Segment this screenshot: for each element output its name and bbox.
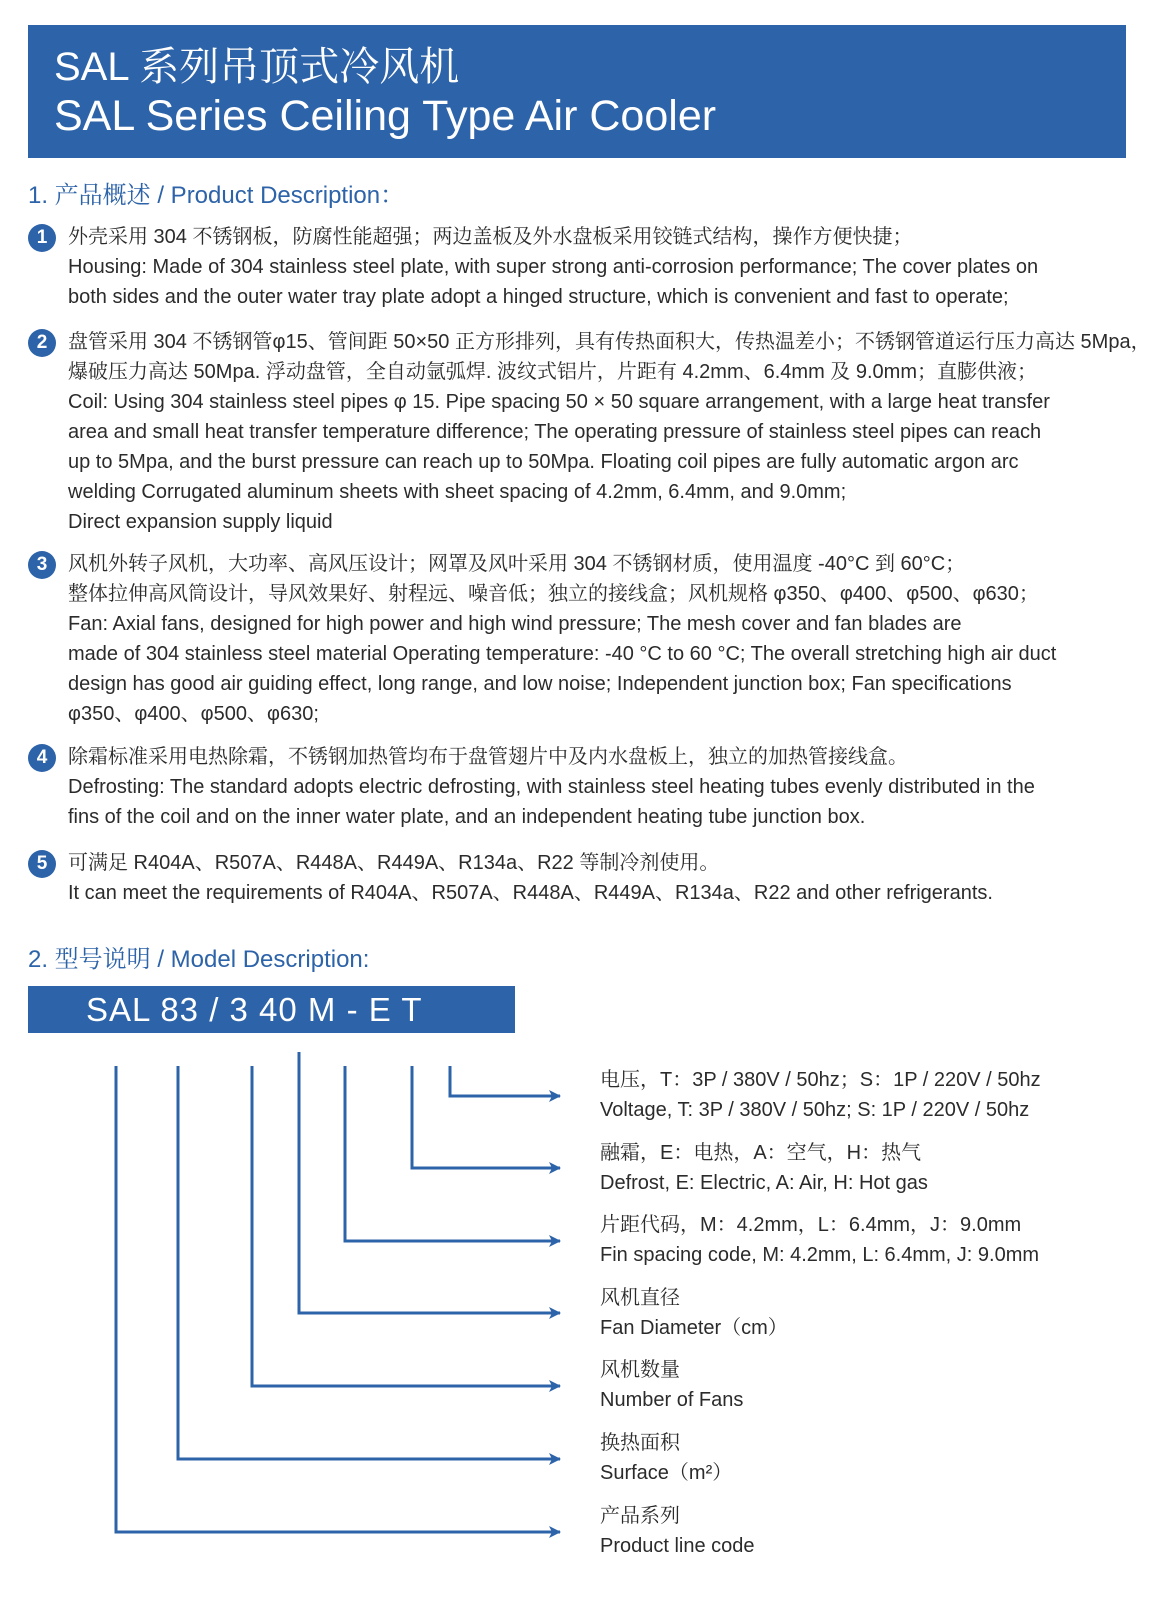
title-cn: SAL 系列吊顶式冷风机 <box>54 45 460 89</box>
item-line: Coil: Using 304 stainless steel pipes φ 15. Pipe spacing 50 × 50 square arrangement, with a large heat transfer <box>68 391 1050 413</box>
item-line: 风机外转子风机，大功率、高风压设计；网罩及风叶采用 304 不锈钢材质，使用温度 -40°C 到 60°C； <box>68 553 966 575</box>
item-line: 除霜标准采用电热除霜，不锈钢加热管均布于盘管翅片中及内水盘板上，独立的加热管接线盒。 <box>68 746 908 768</box>
item-line: Direct expansion supply liquid <box>68 511 333 533</box>
item-line: 爆破压力高达 50Mpa. 浮动盘管，全自动氩弧焊. 波纹式铝片，片距有 4.2mm、6.4mm 及 9.0mm；直膨供液； <box>68 361 1037 383</box>
description-item-1 <box>28 222 1164 312</box>
item-line: Defrosting: The standard adopts electric defrosting, with stainless steel heating tubes evenly distributed in the <box>68 776 1035 798</box>
connector-surface <box>178 1066 560 1459</box>
desc-fan-count <box>600 1355 743 1415</box>
item-number-badge: 1 <box>28 224 56 252</box>
desc-cn: 片距代码，M：4.2mm，L：6.4mm，J：9.0mm <box>600 1214 1022 1236</box>
section2-heading: 2. 型号说明 / Model Description: <box>28 946 370 973</box>
item-line: 可满足 R404A、R507A、R448A、R449A、R134a、R22 等制冷剂使用。 <box>68 852 720 874</box>
item-line: design has good air guiding effect, long range, and low noise; Independent junction box; Fan specifications <box>68 673 1012 695</box>
desc-defrost <box>600 1138 928 1198</box>
desc-fan-diameter <box>600 1283 788 1343</box>
description-item-4 <box>28 742 1164 832</box>
desc-fin-spacing <box>600 1210 1039 1270</box>
desc-en: Defrost, E: Electric, A: Air, H: Hot gas <box>600 1172 928 1194</box>
item-line: 整体拉伸高风筒设计，导风效果好、射程远、噪音低；独立的接线盒；风机规格 φ350、φ400、φ500、φ630； <box>68 583 1039 605</box>
connector-voltage <box>450 1066 560 1096</box>
item-line: both sides and the outer water tray plate adopt a hinged structure, which is convenient and fast to operate; <box>68 286 1009 308</box>
desc-en: Number of Fans <box>600 1389 744 1411</box>
desc-product-line <box>600 1501 755 1561</box>
desc-surface <box>600 1428 732 1488</box>
desc-cn: 产品系列 <box>600 1505 680 1527</box>
desc-cn: 电压，T：3P / 380V / 50hz；S：1P / 220V / 50hz <box>600 1069 1041 1091</box>
desc-voltage <box>600 1065 1041 1125</box>
item-number-badge: 5 <box>28 850 56 878</box>
desc-en: Fan Diameter（cm） <box>600 1317 788 1339</box>
item-number-badge: 4 <box>28 744 56 772</box>
item-line: Housing: Made of 304 stainless steel plate, with super strong anti-corrosion performance; The cover plates on <box>68 256 1039 278</box>
item-line: made of 304 stainless steel material Operating temperature: -40 °C to 60 °C; The overall stretching high air duct <box>68 643 1057 665</box>
desc-cn: 风机数量 <box>600 1359 680 1381</box>
desc-cn: 换热面积 <box>600 1432 680 1454</box>
item-line: 外壳采用 304 不锈钢板，防腐性能超强；两边盖板及外水盘板采用铰链式结构，操作方便快捷； <box>68 226 913 248</box>
desc-cn: 风机直径 <box>600 1287 680 1309</box>
item-line: It can meet the requirements of R404A、R507A、R448A、R449A、R134a、R22 and other refrigerants. <box>68 882 993 904</box>
description-item-5 <box>28 848 1164 908</box>
description-item-2 <box>28 327 1164 537</box>
model-code-bar: SAL 83 / 3 40 M - E T <box>28 986 515 1033</box>
connector-fin-spacing <box>345 1066 560 1241</box>
connector-product-line <box>116 1066 560 1532</box>
section1-heading: 1. 产品概述 / Product Description： <box>28 182 405 209</box>
desc-cn: 融霜，E：电热，A：空气，H：热气 <box>600 1142 922 1164</box>
item-line: Fan: Axial fans, designed for high power and high wind pressure; The mesh cover and fan blades are <box>68 613 962 635</box>
item-line: up to 5Mpa, and the burst pressure can reach up to 50Mpa. Floating coil pipes are fully automatic argon arc <box>68 451 1019 473</box>
connector-defrost <box>412 1066 560 1168</box>
item-number-badge: 2 <box>28 329 56 357</box>
item-line: fins of the coil and on the inner water plate, and an independent heating tube junction box. <box>68 806 866 828</box>
item-number-badge: 3 <box>28 551 56 579</box>
desc-en: Voltage, T: 3P / 380V / 50hz; S: 1P / 220V / 50hz <box>600 1099 1030 1121</box>
desc-en: Product line code <box>600 1535 755 1557</box>
item-line: 盘管采用 304 不锈钢管φ15、管间距 50×50 正方形排列，具有传热面积大，传热温差小；不锈钢管道运行压力高达 5Mpa， <box>68 331 1151 353</box>
item-line: welding Corrugated aluminum sheets with sheet spacing of 4.2mm, 6.4mm, and 9.0mm; <box>68 481 847 503</box>
item-line: area and small heat transfer temperature difference; The operating pressure of stainless steel pipes can reach <box>68 421 1042 443</box>
connector-fan-diameter <box>299 1052 560 1313</box>
desc-en: Fin spacing code, M: 4.2mm, L: 6.4mm, J: 9.0mm <box>600 1244 1040 1266</box>
desc-en: Surface（m²） <box>600 1462 733 1484</box>
title-banner <box>28 25 1126 158</box>
title-en: SAL Series Ceiling Type Air Cooler <box>54 92 717 140</box>
description-item-3 <box>28 549 1164 729</box>
item-line: φ350、φ400、φ500、φ630; <box>68 703 319 725</box>
